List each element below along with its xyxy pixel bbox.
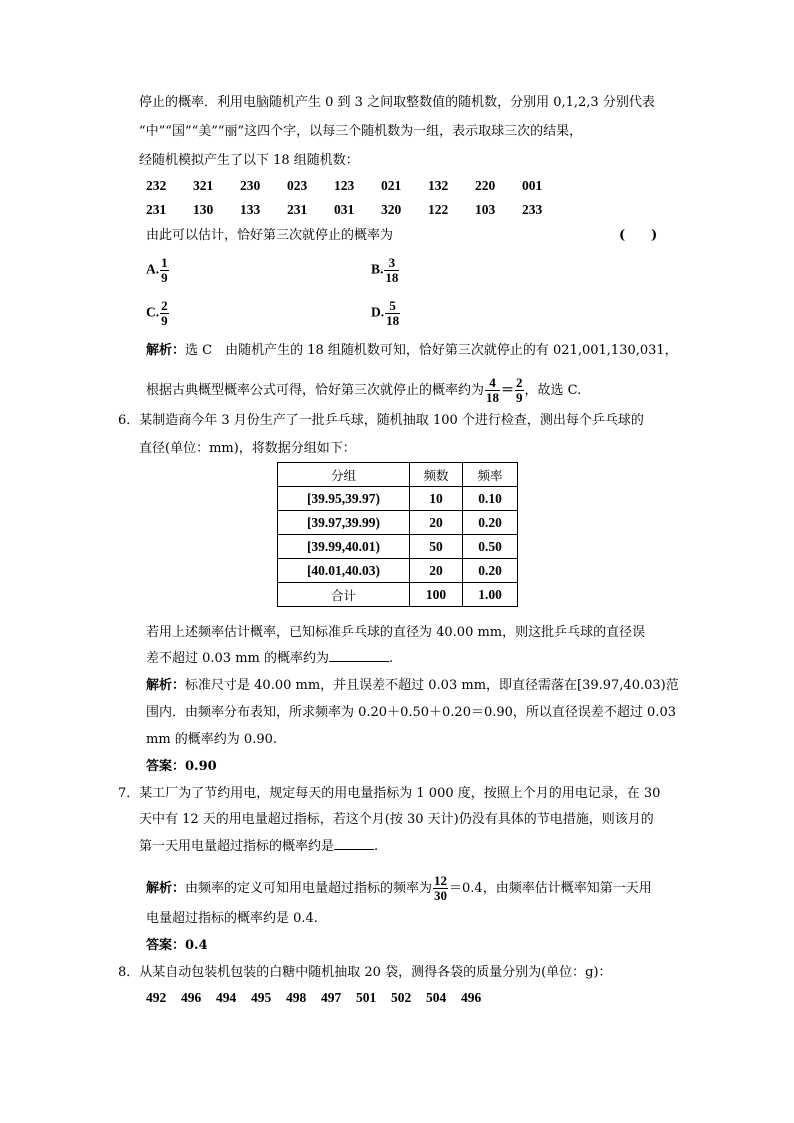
- q8-num: 501: [356, 990, 377, 1005]
- q5-num: 021: [381, 178, 402, 193]
- q8-num: 496: [181, 990, 202, 1005]
- q8-data-row1: [146, 989, 496, 1007]
- q6-text-line2: 直径(单位：mm)，将数据分组如下：: [139, 441, 356, 456]
- q5-num: 123: [334, 178, 355, 193]
- q6-after-line1: 若用上述频率估计概率，已知标准乒乓球的直径为 40.00 mm，则这批乒乓球的直径误: [146, 625, 646, 640]
- q8-text-line1: 8．从某自动包装机包装的白糖中随机抽取 20 袋，测得各袋的质量分别为(单位：g)：: [118, 965, 612, 980]
- table-cell: 10: [410, 487, 463, 511]
- table-cell: 20: [410, 511, 463, 535]
- q5-option-a: A. $\frac{1}{9}$: [146, 255, 168, 285]
- table-cell: [39.97,39.99): [278, 511, 410, 535]
- q5-num: 233: [522, 202, 543, 217]
- q5-num: 001: [522, 178, 543, 193]
- table-cell: [39.99,40.01): [278, 535, 410, 559]
- q5-num: 232: [146, 178, 167, 193]
- q6-analysis-line2: 围内．由频率分布表知，所求频率为 0.20＋0.50＋0.20＝0.90，所以直径误差不超过 0.03: [146, 705, 676, 720]
- q5-analysis-line2: 根据古典概型概率公式可得，恰好第三次就停止的概率约为 $\frac{4}{18}$ ＝ $\frac{2}{9}$ ，故选 C.: [146, 375, 582, 405]
- frequency-table: [277, 462, 518, 607]
- fraction: $\frac{12}{30}$: [434, 873, 448, 903]
- q5-num: 132: [428, 178, 449, 193]
- q5-random-row1: [146, 177, 569, 195]
- table-cell: 0.10: [463, 487, 518, 511]
- q5-analysis-line1: 解析：选 C 由随机产生的 18 组随机数可知，恰好第三次就停止的有 021,001,130,031，: [146, 343, 678, 358]
- q7-analysis-line2: 电量超过指标的概率约是 0.4.: [146, 911, 318, 926]
- q8-num: 495: [251, 990, 272, 1005]
- table-cell: 20: [410, 559, 463, 583]
- q5-text-line3: 经随机模拟产生了以下 18 组随机数：: [139, 153, 359, 168]
- q5-num: 023: [287, 178, 308, 193]
- answer-blank: [334, 849, 374, 850]
- table-cell: 0.20: [463, 559, 518, 583]
- q6-analysis-line1: 解析：标准尺寸是 40.00 mm，并且误差不超过 0.03 mm，即直径需落在[39.97,40.03)范: [146, 678, 679, 693]
- table-cell: 0.50: [463, 535, 518, 559]
- answer-label: 答案：: [146, 759, 186, 774]
- q5-num: 103: [475, 202, 496, 217]
- q5-option-b: B. $\frac{3}{18}$: [371, 255, 399, 285]
- q8-num: 502: [391, 990, 412, 1005]
- q5-num: 122: [428, 202, 449, 217]
- q7-text-line3: 第一天用电量超过指标的概率约是 .: [139, 839, 379, 854]
- analysis-label: 解析：: [146, 881, 186, 896]
- q7-answer: 答案：0.4: [146, 938, 208, 953]
- fraction: $\frac{2}{9}$: [516, 375, 523, 405]
- q5-num: 231: [146, 202, 167, 217]
- table-cell: 100: [410, 583, 463, 607]
- table-total-row: [278, 583, 518, 607]
- q8-num: 494: [216, 990, 237, 1005]
- q6-answer: 答案：0.90: [146, 759, 217, 774]
- table-row: [278, 487, 518, 511]
- table-header: 分组: [278, 463, 410, 487]
- table-cell: [40.01,40.03): [278, 559, 410, 583]
- q7-text-line2: 天中有 12 天的用电量超过指标，若这个月(按 30 天计)仍没有具体的节电措施，则该月的: [139, 812, 654, 827]
- table-cell: 合计: [278, 583, 410, 607]
- q5-num: 130: [193, 202, 214, 217]
- table-cell: 1.00: [463, 583, 518, 607]
- analysis-label: 解析：: [146, 678, 186, 693]
- q8-num: 496: [461, 990, 482, 1005]
- table-header: 频数: [410, 463, 463, 487]
- q5-num: 320: [381, 202, 402, 217]
- q8-num: 498: [286, 990, 307, 1005]
- q5-num: 231: [287, 202, 308, 217]
- q5-num: 321: [193, 178, 214, 193]
- table-header: 频率: [463, 463, 518, 487]
- analysis-label: 解析：: [146, 343, 186, 358]
- table-row: [278, 535, 518, 559]
- q5-num: 031: [334, 202, 355, 217]
- q5-question: 由此可以估计，恰好第三次就停止的概率为: [146, 228, 394, 243]
- q5-answer-paren: ( ): [619, 228, 658, 243]
- q5-option-d: D. $\frac{5}{18}$: [371, 298, 400, 328]
- q6-analysis-line3: mm 的概率约为 0.90.: [146, 732, 277, 747]
- table-header-row: [278, 463, 518, 487]
- q7-text-line1: 7．某工厂为了节约用电，规定每天的用电量指标为 1 000 度，按照上个月的用电记录，在 30: [118, 786, 661, 801]
- q5-text-line2: “中”“国”“美”“丽”这四个字，以每三个随机数为一组，表示取球三次的结果，: [139, 124, 583, 139]
- q8-num: 497: [321, 990, 342, 1005]
- answer-label: 答案：: [146, 938, 186, 953]
- answer-blank: [329, 661, 389, 662]
- fraction: $\frac{4}{18}$: [486, 375, 500, 405]
- table-cell: [39.95,39.97): [278, 487, 410, 511]
- q6-after-line2: 差不超过 0.03 mm 的概率约为 .: [146, 651, 394, 666]
- table-row: [278, 559, 518, 583]
- table-cell: 0.20: [463, 511, 518, 535]
- q5-num: 133: [240, 202, 261, 217]
- q8-num: 504: [426, 990, 447, 1005]
- table-cell: 50: [410, 535, 463, 559]
- q8-num: 492: [146, 990, 167, 1005]
- q5-option-c: C. $\frac{2}{9}$: [146, 298, 168, 328]
- q5-num: 220: [475, 178, 496, 193]
- q6-text-line1: 6．某制造商今年 3 月份生产了一批乒乓球，随机抽取 100 个进行检查，测出每个乒乓球的: [118, 413, 644, 428]
- q5-random-row2: [146, 201, 569, 219]
- q5-num: 230: [240, 178, 261, 193]
- q5-text-line1: 停止的概率．利用电脑随机产生 0 到 3 之间取整数值的随机数，分别用 0,1,2,3 分别代表: [139, 95, 655, 110]
- table-row: [278, 511, 518, 535]
- q7-analysis-line1: 解析：由频率的定义可知用电量超过指标的频率为 $\frac{12}{30}$ ＝0.4，由频率估计概率知第一天用: [146, 873, 652, 903]
